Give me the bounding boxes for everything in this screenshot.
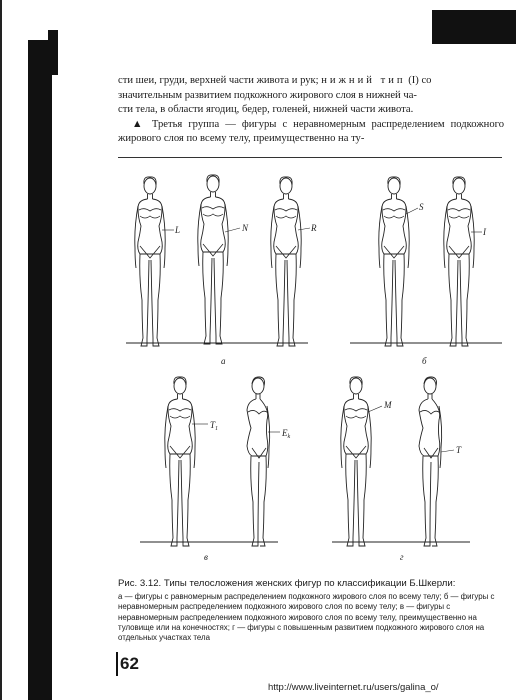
label-I: I — [483, 227, 486, 237]
figure-T1 — [165, 377, 195, 546]
scan-shadow-bar-top — [48, 30, 58, 75]
lower-type-term: нижний тип — [321, 75, 406, 86]
paragraph-2: ▲ Третья группа — фигуры с неравномерным распределением подкожного жирового слоя по всему телу, преимущественно на ту- — [118, 118, 504, 145]
sublabel-b: б — [422, 356, 427, 366]
figure-Ek — [247, 377, 270, 546]
section-divider — [118, 157, 502, 158]
body-types-figure — [118, 170, 504, 570]
label-N: N — [242, 223, 249, 233]
paragraph-1-line3: сти тела, в области ягодиц, бедер, голеней, нижней части живота. — [118, 104, 414, 116]
paragraph-1-start: сти шеи, груди, верхней части живота и рук; — [118, 75, 322, 86]
label-Ek: $E_k$ — [282, 428, 291, 440]
page-number-bar — [116, 652, 118, 676]
figure-I — [444, 177, 474, 346]
figure-T — [419, 377, 442, 546]
figure-caption — [118, 578, 502, 643]
paragraph-1-type: (I) со — [405, 75, 432, 86]
caption-body: а — фигуры с равномерным распределением подкожного жирового слоя по всему телу; б — фигуры с неравномерным распределением подкожного жирового слоя по всему телу; в — фигуры с неравномерным распределением подкожного жирового слоя по всему телу, преимущественно на туловище или на конечностях; г — фигуры с повышенным развитием подкожного жирового слоя на отдельных участках тела — [118, 592, 495, 643]
caption-title: Рис. 3.12. Типы телосложения женских фигур по классификации Б.Шкерли: — [118, 578, 456, 589]
figure-L — [135, 177, 165, 346]
scan-shadow-bar — [28, 40, 52, 700]
label-L: L — [175, 225, 181, 235]
paragraph-1 — [118, 74, 504, 118]
figure-N — [198, 175, 228, 344]
paragraph-1-line2: значительным развитием подкожного жирового слоя в нижней ча- — [118, 89, 417, 101]
figure-S — [379, 177, 409, 346]
source-url: http://www.liveinternet.ru/users/galina_o/ — [268, 682, 439, 693]
figure-M — [341, 377, 371, 546]
body-text — [118, 74, 504, 147]
scan-edge — [0, 0, 2, 700]
sublabel-a: а — [221, 356, 226, 366]
label-S: S — [419, 202, 424, 212]
label-T: T — [456, 445, 462, 455]
page-number: 62 — [120, 654, 139, 673]
figure-R — [271, 177, 301, 346]
label-M: M — [384, 400, 392, 410]
label-T1: $T_1$ — [210, 420, 219, 432]
sublabel-g: г — [400, 552, 404, 562]
label-R: R — [311, 223, 317, 233]
sublabel-v: в — [204, 552, 208, 562]
scan-corner-block — [432, 10, 516, 44]
